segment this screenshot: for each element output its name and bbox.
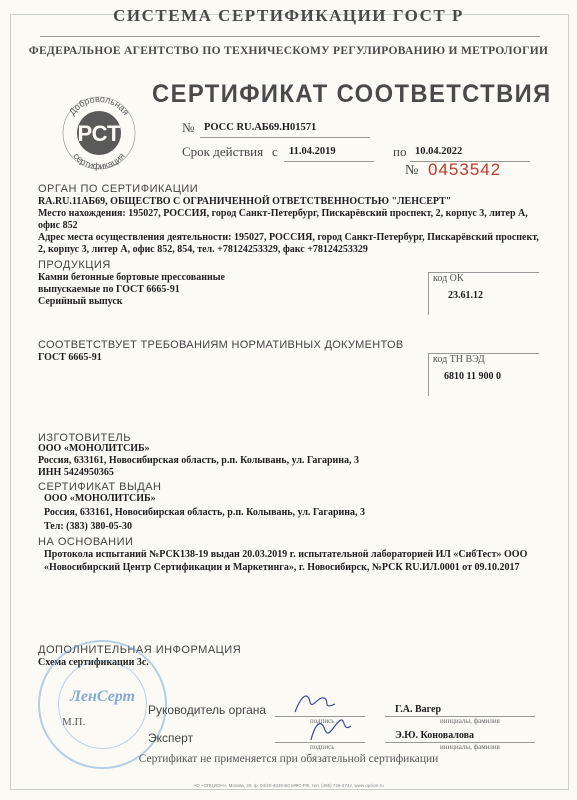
stamp-mp-label: М.П. <box>62 716 86 728</box>
head-of-organ-label: Руководитель органа <box>148 703 267 717</box>
organ-heading: ОРГАН ПО СЕРТИФИКАЦИИ <box>38 183 199 195</box>
serial-label: № <box>405 163 419 178</box>
validity-from-date: 11.04.2019 <box>289 146 336 157</box>
certification-system-title: СИСТЕМА СЕРТИФИКАЦИИ ГОСТ Р <box>113 6 464 25</box>
expert-name: Э.Ю. Коновалова <box>395 730 475 741</box>
reg-no-value: РОСС RU.АБ69.Н01571 <box>204 122 317 133</box>
organ-line-2: Место нахождения: 195027, РОССИЯ, город Санкт-Петербург, Пискарёвский проспект, 2, корпус 3, литер А, <box>38 208 528 219</box>
product-line-2: выпускаемые по ГОСТ 6665-91 <box>38 284 180 295</box>
product-code-value: 23.61.12 <box>448 290 483 301</box>
expert-label: Эксперт <box>148 731 194 745</box>
head-name-caption: инициалы, фамилия <box>440 717 500 725</box>
manufacturer-line-1: ООО «МОНОЛИТСИБ» <box>38 443 150 454</box>
organ-line-1: RA.RU.11АБ69, ОБЩЕСТВО С ОГРАНИЧЕННОЙ ОТВЕТСТВЕННОСТЬЮ "ЛЕНСЕРТ" <box>38 196 452 207</box>
from-underline <box>284 161 374 162</box>
document-title: СЕРТИФИКАТ СООТВЕТСТВИЯ <box>152 80 552 108</box>
reg-no-label: № <box>182 120 195 135</box>
expert-signature-image <box>305 714 355 744</box>
conformity-heading: СООТВЕТСТВУЕТ ТРЕБОВАНИЯМ НОРМАТИВНЫХ ДОКУМЕНТОВ <box>38 339 404 351</box>
conformity-code-label: код ТН ВЭД <box>433 354 485 365</box>
product-heading: ПРОДУКЦИЯ <box>38 259 111 271</box>
issued-line-1: ООО «МОНОЛИТСИБ» <box>44 493 156 504</box>
validity-to-label: по <box>393 144 407 159</box>
additional-heading: ДОПОЛНИТЕЛЬНАЯ ИНФОРМАЦИЯ <box>38 644 242 656</box>
product-line-1: Камни бетонные бортовые прессованные <box>38 272 225 283</box>
expert-name-caption: инициалы, фамилия <box>440 743 500 751</box>
stamp-text: ЛенСерт <box>69 688 136 705</box>
rst-logo-icon <box>58 92 140 174</box>
organ-line-5: 2, корпус 3, литер А, офис 852, 854, тел. +78124253329, факс +78124253329 <box>38 244 368 255</box>
basis-line-2: «Новосибирский Центр Сертификации и Маркетинга», г. Новосибирск, №РСК RU.ИЛ.0001 от 09.10.2017 <box>44 562 520 573</box>
agency-title: ФЕДЕРАЛЬНОЕ АГЕНТСТВО ПО ТЕХНИЧЕСКОМУ РЕГУЛИРОВАНИЮ И МЕТРОЛОГИИ <box>28 45 549 57</box>
reg-no-underline <box>200 137 370 138</box>
basis-heading: НА ОСНОВАНИИ <box>38 536 134 548</box>
head-signature-caption: подпись <box>310 717 335 725</box>
serial-number: 0453542 <box>428 160 502 179</box>
issued-line-3: Тел: (383) 380-05-30 <box>44 521 132 532</box>
conformity-code-value: 6810 11 900 0 <box>444 371 501 382</box>
validity-label: Срок действия <box>182 144 264 159</box>
product-line-3: Серийный выпуск <box>38 296 123 307</box>
manufacturer-heading: ИЗГОТОВИТЕЛЬ <box>38 432 131 444</box>
manufacturer-line-2: Россия, 633161, Новосибирская область, р.п. Колывань, ул. Гагарина, 3 <box>38 455 360 466</box>
issued-line-2: Россия, 633161, Новосибирская область, р.п. Колывань, ул. Гагарина, 3 <box>44 507 366 518</box>
printer-info: АО «ОПЦИОН», Москва, 20, ф. 04/20-4049-Б0 МФС РФ, тел. (495) 726-4742, www.opcion.ru <box>193 783 384 788</box>
manufacturer-line-3: ИНН 5424950365 <box>38 467 114 478</box>
product-code-label: код ОК <box>433 273 464 284</box>
logo-bottom-text: сертификация <box>71 150 127 172</box>
validity-to-date: 10.04.2022 <box>415 146 463 157</box>
head-name: Г.А. Вагер <box>395 704 442 715</box>
expert-signature-caption: подпись <box>310 743 335 751</box>
validity-from-label: с <box>272 144 278 159</box>
conformity-doc: ГОСТ 6665-91 <box>38 352 102 363</box>
issued-heading: СЕРТИФИКАТ ВЫДАН <box>38 481 162 493</box>
rst-logo <box>58 92 140 174</box>
organ-line-4: Адрес места осуществления деятельности: 195027, РОССИЯ, город Санкт-Петербург, Пискарёвский проспект, <box>38 232 539 243</box>
logo-top-text: Добровольная <box>66 93 132 117</box>
certification-scheme: Схема сертификации 3с. <box>38 657 149 668</box>
footer-note: Сертификат не применяется при обязательной сертификации <box>138 753 439 765</box>
organ-line-3: офис 852 <box>38 220 78 231</box>
logo-mark-text: РСТ <box>77 121 121 146</box>
basis-line-1: Протокола испытаний №РСК138-19 выдан 20.03.2019 г. испытательной лабораторией ИЛ «СибТест» ООО <box>44 549 528 560</box>
header-divider <box>40 36 540 37</box>
